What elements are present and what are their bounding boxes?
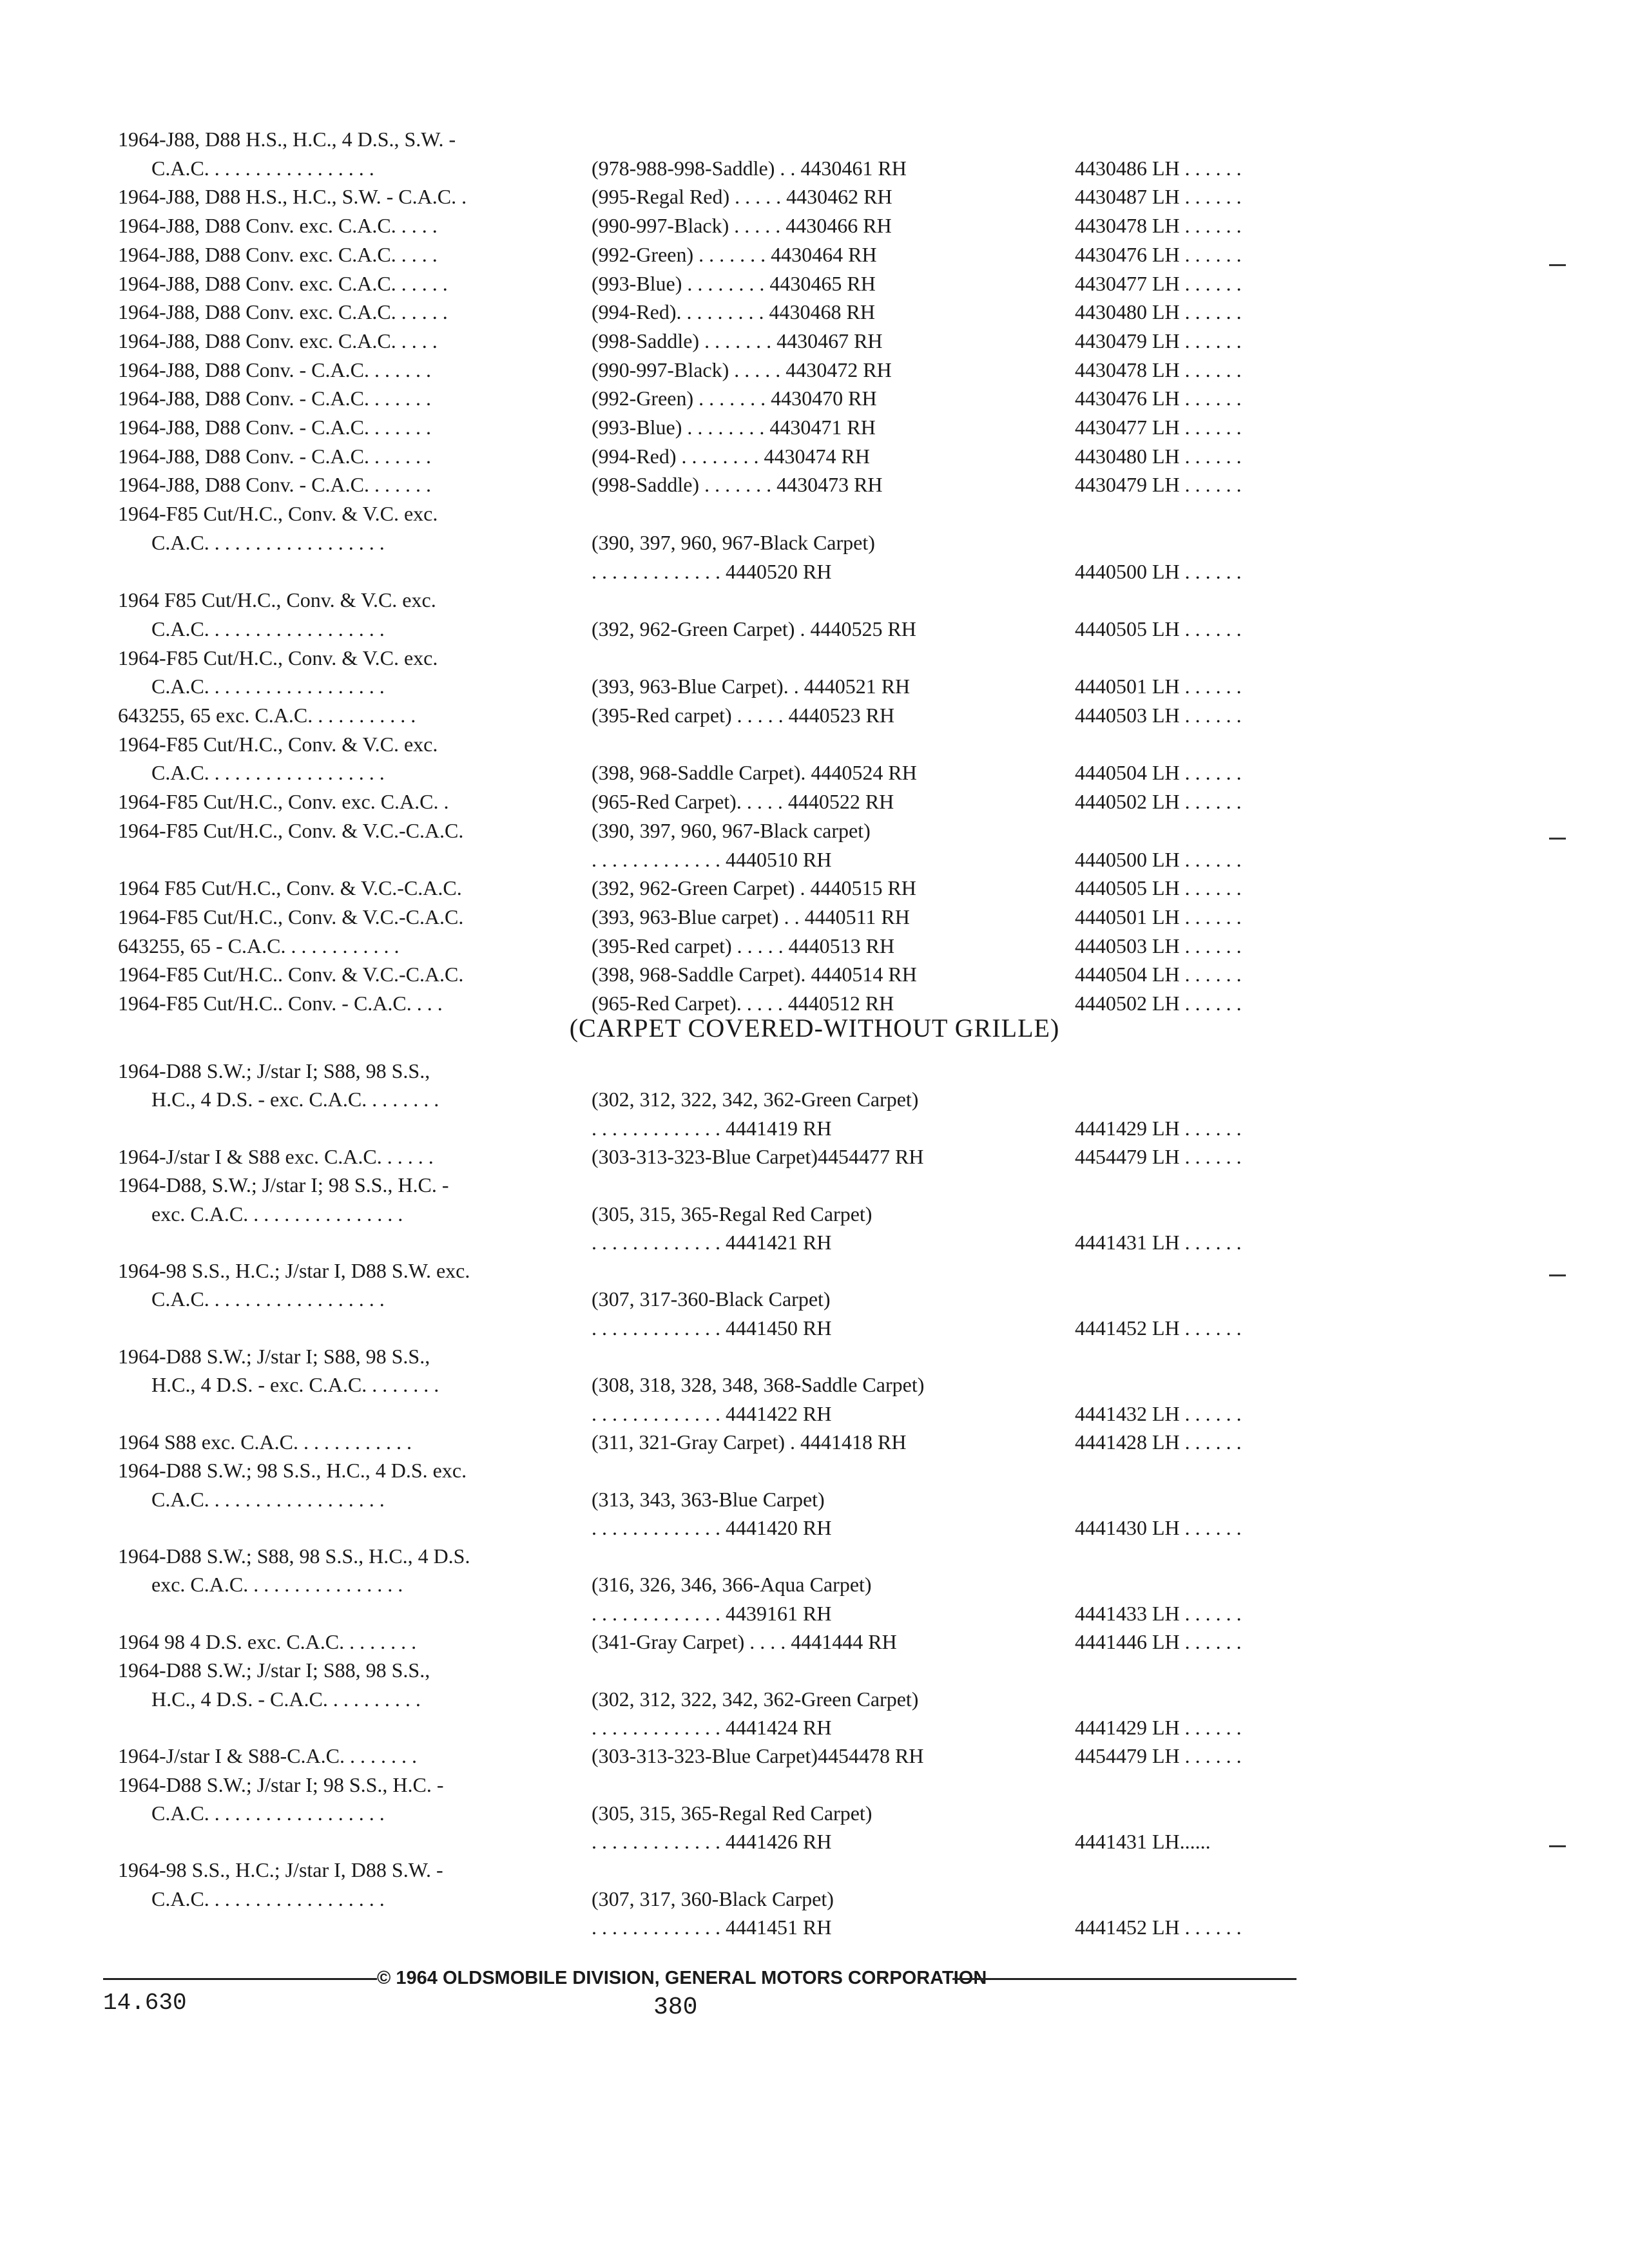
catalog-row	[0, 1256, 1629, 1285]
row-trim-and-rh-part: (302, 312, 322, 342, 362-Green Carpet)	[592, 1088, 919, 1111]
catalog-row	[0, 1228, 1629, 1256]
row-lh-part: 4441428 LH . . . . . .	[1075, 1430, 1242, 1454]
row-lh-part: 4440503 LH . . . . . .	[1075, 934, 1242, 957]
row-trim-and-rh-part: (392, 962-Green Carpet) . 4440525 RH	[592, 617, 916, 640]
row-application: 1964-J88, D88 Conv. - C.A.C. . . . . . .	[118, 358, 431, 381]
catalog-row	[0, 154, 1629, 182]
row-application: C.A.C. . . . . . . . . . . . . . . . . .	[151, 530, 385, 554]
row-trim-and-rh-part: (303-313-323-Blue Carpet)4454478 RH	[592, 1744, 924, 1768]
row-trim-and-rh-part: . . . . . . . . . . . . . 4441422 RH	[592, 1401, 832, 1425]
catalog-row	[0, 125, 1629, 153]
row-lh-part: 4440501 LH . . . . . .	[1075, 675, 1242, 698]
row-application: 1964-F85 Cut/H.C., Conv. & V.C. exc.	[118, 502, 438, 526]
row-trim-and-rh-part: (316, 326, 346, 366-Aqua Carpet)	[592, 1573, 872, 1597]
row-lh-part: 4454479 LH . . . . . .	[1075, 1744, 1242, 1768]
catalog-row	[0, 615, 1629, 643]
row-application: 1964-D88 S.W.; J/star I; S88, 98 S.S.,	[118, 1059, 430, 1082]
row-trim-and-rh-part: (992-Green) . . . . . . . 4430470 RH	[592, 387, 877, 410]
row-lh-part: 4430486 LH . . . . . .	[1075, 156, 1242, 180]
catalog-row	[0, 1514, 1629, 1542]
row-lh-part: 4440504 LH . . . . . .	[1075, 761, 1242, 785]
row-lh-part: 4441432 LH . . . . . .	[1075, 1401, 1242, 1425]
row-lh-part: 4430480 LH . . . . . .	[1075, 300, 1242, 324]
row-application: 1964-F85 Cut/H.C., Conv. & V.C.-C.A.C.	[118, 818, 464, 842]
catalog-row	[0, 269, 1629, 298]
row-lh-part: 4441431 LH......	[1075, 1830, 1211, 1854]
catalog-row	[0, 442, 1629, 470]
row-application: 1964-F85 Cut/H.C., Conv. & V.C.-C.A.C.	[118, 905, 464, 928]
row-application: 1964-D88, S.W.; J/star I; 98 S.S., H.C. -	[118, 1173, 449, 1197]
catalog-row	[0, 240, 1629, 269]
margin-tick	[1549, 264, 1566, 266]
catalog-row	[0, 1200, 1629, 1228]
catalog-row	[0, 1114, 1629, 1142]
catalog-row	[0, 730, 1629, 758]
row-application: C.A.C. . . . . . . . . . . . . . . . . .	[151, 675, 385, 698]
row-trim-and-rh-part: . . . . . . . . . . . . . 4439161 RH	[592, 1601, 832, 1625]
footer-rule-right	[952, 1978, 1296, 1980]
row-application: 1964-F85 Cut/H.C., Conv. exc. C.A.C. .	[118, 790, 449, 814]
row-trim-and-rh-part: . . . . . . . . . . . . . 4441424 RH	[592, 1715, 832, 1739]
row-trim-and-rh-part: (302, 312, 322, 342, 362-Green Carpet)	[592, 1687, 919, 1711]
row-application: 1964-J88, D88 H.S., H.C., S.W. - C.A.C. .	[118, 185, 467, 209]
catalog-row	[0, 903, 1629, 931]
row-application: 1964 F85 Cut/H.C., Conv. & V.C.-C.A.C.	[118, 876, 462, 900]
row-lh-part: 4440500 LH . . . . . .	[1075, 847, 1242, 871]
margin-tick	[1549, 838, 1566, 840]
row-application: C.A.C. . . . . . . . . . . . . . . . .	[151, 156, 374, 180]
row-application: 1964 98 4 D.S. exc. C.A.C. . . . . . . .	[118, 1630, 417, 1653]
row-lh-part: 4440503 LH . . . . . .	[1075, 704, 1242, 727]
row-trim-and-rh-part: (341-Gray Carpet) . . . . 4441444 RH	[592, 1630, 897, 1653]
row-application: 1964-98 S.S., H.C.; J/star I, D88 S.W. exc.	[118, 1259, 470, 1283]
document-number: 14.630	[103, 1990, 187, 2016]
row-trim-and-rh-part: (390, 397, 960, 967-Black Carpet)	[592, 530, 875, 554]
row-application: exc. C.A.C. . . . . . . . . . . . . . . .	[151, 1573, 403, 1597]
catalog-row	[0, 384, 1629, 412]
catalog-row	[0, 499, 1629, 528]
catalog-row	[0, 182, 1629, 211]
row-application: 1964-J88, D88 Conv. exc. C.A.C. . . . . .	[118, 300, 448, 324]
row-application: 1964-D88 S.W.; J/star I; S88, 98 S.S.,	[118, 1345, 430, 1368]
row-lh-part: 4441429 LH . . . . . .	[1075, 1715, 1242, 1739]
row-application: 1964-J88, D88 Conv. - C.A.C. . . . . . .	[118, 416, 431, 439]
catalog-row	[0, 557, 1629, 586]
catalog-row	[0, 701, 1629, 729]
row-lh-part: 4441430 LH . . . . . .	[1075, 1515, 1242, 1539]
catalog-row	[0, 787, 1629, 816]
row-application: 1964-J88, D88 Conv. - C.A.C. . . . . . .	[118, 444, 431, 468]
row-trim-and-rh-part: (395-Red carpet) . . . . . 4440513 RH	[592, 934, 895, 957]
row-trim-and-rh-part: (398, 968-Saddle Carpet). 4440514 RH	[592, 963, 917, 986]
catalog-row	[0, 1570, 1629, 1599]
row-trim-and-rh-part: (307, 317-360-Black Carpet)	[592, 1287, 831, 1311]
row-lh-part: 4441433 LH . . . . . .	[1075, 1601, 1242, 1625]
row-trim-and-rh-part: (313, 343, 363-Blue Carpet)	[592, 1487, 825, 1511]
row-application: C.A.C. . . . . . . . . . . . . . . . . .	[151, 761, 385, 785]
catalog-row	[0, 1656, 1629, 1684]
catalog-row	[0, 1428, 1629, 1456]
row-application: 1964-J88, D88 Conv. exc. C.A.C. . . . . .	[118, 271, 448, 295]
catalog-row	[0, 1799, 1629, 1827]
row-application: H.C., 4 D.S. - exc. C.A.C. . . . . . . .	[151, 1373, 439, 1397]
margin-tick	[1549, 1274, 1566, 1276]
catalog-row	[0, 874, 1629, 902]
row-lh-part: 4430477 LH . . . . . .	[1075, 416, 1242, 439]
catalog-row	[0, 1742, 1629, 1770]
row-application: C.A.C. . . . . . . . . . . . . . . . . .	[151, 617, 385, 640]
row-lh-part: 4440502 LH . . . . . .	[1075, 790, 1242, 814]
row-lh-part: 4440502 LH . . . . . .	[1075, 992, 1242, 1015]
row-lh-part: 4430479 LH . . . . . .	[1075, 329, 1242, 352]
catalog-row	[0, 413, 1629, 441]
row-trim-and-rh-part: (995-Regal Red) . . . . . 4430462 RH	[592, 185, 892, 209]
catalog-row	[0, 327, 1629, 355]
catalog-row	[0, 1142, 1629, 1171]
row-trim-and-rh-part: (998-Saddle) . . . . . . . 4430467 RH	[592, 329, 883, 352]
row-lh-part: 4454479 LH . . . . . .	[1075, 1144, 1242, 1168]
row-lh-part: 4430480 LH . . . . . .	[1075, 444, 1242, 468]
row-trim-and-rh-part: . . . . . . . . . . . . . 4440520 RH	[592, 559, 832, 583]
catalog-row	[0, 1057, 1629, 1085]
row-application: 1964 S88 exc. C.A.C. . . . . . . . . . . .	[118, 1430, 412, 1454]
catalog-row	[0, 1856, 1629, 1884]
row-application: C.A.C. . . . . . . . . . . . . . . . . .	[151, 1801, 385, 1825]
row-lh-part: 4430476 LH . . . . . .	[1075, 242, 1242, 266]
row-lh-part: 4440501 LH . . . . . .	[1075, 905, 1242, 928]
row-lh-part: 4441452 LH . . . . . .	[1075, 1916, 1242, 1939]
row-application: H.C., 4 D.S. - C.A.C. . . . . . . . . .	[151, 1687, 421, 1711]
catalog-row	[0, 758, 1629, 787]
catalog-row	[0, 644, 1629, 672]
row-lh-part: 4430478 LH . . . . . .	[1075, 358, 1242, 381]
row-lh-part: 4430477 LH . . . . . .	[1075, 271, 1242, 295]
row-lh-part: 4430479 LH . . . . . .	[1075, 473, 1242, 497]
row-trim-and-rh-part: (303-313-323-Blue Carpet)4454477 RH	[592, 1144, 924, 1168]
catalog-row	[0, 1171, 1629, 1199]
row-trim-and-rh-part: (994-Red) . . . . . . . . 4430474 RH	[592, 444, 870, 468]
row-trim-and-rh-part: (392, 962-Green Carpet) . 4440515 RH	[592, 876, 916, 900]
row-trim-and-rh-part: (390, 397, 960, 967-Black carpet)	[592, 818, 871, 842]
row-trim-and-rh-part: . . . . . . . . . . . . . 4441450 RH	[592, 1316, 832, 1340]
row-trim-and-rh-part: (994-Red). . . . . . . . . 4430468 RH	[592, 300, 875, 324]
row-trim-and-rh-part: . . . . . . . . . . . . . 4441421 RH	[592, 1230, 832, 1254]
catalog-row	[0, 1628, 1629, 1656]
row-trim-and-rh-part: . . . . . . . . . . . . . 4440510 RH	[592, 847, 832, 871]
catalog-row	[0, 1456, 1629, 1485]
row-application: C.A.C. . . . . . . . . . . . . . . . . .	[151, 1287, 385, 1311]
row-application: 1964-D88 S.W.; 98 S.S., H.C., 4 D.S. exc.	[118, 1459, 467, 1483]
page-number: 380	[653, 1994, 698, 2021]
footer-rule-left	[103, 1978, 377, 1980]
row-trim-and-rh-part: . . . . . . . . . . . . . 4441419 RH	[592, 1116, 832, 1140]
catalog-row	[0, 298, 1629, 326]
row-lh-part: 4441452 LH . . . . . .	[1075, 1316, 1242, 1340]
catalog-row	[0, 470, 1629, 499]
row-application: 1964-J88, D88 Conv. exc. C.A.C. . . . .	[118, 242, 438, 266]
row-application: 1964-D88 S.W.; J/star I; S88, 98 S.S.,	[118, 1658, 430, 1682]
row-trim-and-rh-part: (307, 317, 360-Black Carpet)	[592, 1887, 834, 1910]
row-trim-and-rh-part: (990-997-Black) . . . . . 4430466 RH	[592, 214, 892, 238]
catalog-row	[0, 211, 1629, 240]
row-lh-part: 4440505 LH . . . . . .	[1075, 617, 1242, 640]
row-trim-and-rh-part: (965-Red Carpet). . . . . 4440512 RH	[592, 992, 894, 1015]
catalog-row	[0, 528, 1629, 557]
row-application: 1964-F85 Cut/H.C., Conv. & V.C. exc.	[118, 732, 438, 756]
catalog-row	[0, 356, 1629, 384]
catalog-row	[0, 1370, 1629, 1399]
row-trim-and-rh-part: (965-Red Carpet). . . . . 4440522 RH	[592, 790, 894, 814]
catalog-row	[0, 1885, 1629, 1913]
catalog-row	[0, 1685, 1629, 1713]
row-trim-and-rh-part: . . . . . . . . . . . . . 4441451 RH	[592, 1916, 832, 1939]
row-trim-and-rh-part: (393, 963-Blue carpet) . . 4440511 RH	[592, 905, 910, 928]
catalog-row	[0, 1827, 1629, 1856]
catalog-row	[0, 1085, 1629, 1113]
catalog-row	[0, 1399, 1629, 1428]
catalog-row	[0, 1342, 1629, 1370]
row-application: C.A.C. . . . . . . . . . . . . . . . . .	[151, 1487, 385, 1511]
row-lh-part: 4430487 LH . . . . . .	[1075, 185, 1242, 209]
row-application: 1964-D88 S.W.; J/star I; 98 S.S., H.C. -	[118, 1773, 444, 1796]
row-lh-part: 4441431 LH . . . . . .	[1075, 1230, 1242, 1254]
row-lh-part: 4440504 LH . . . . . .	[1075, 963, 1242, 986]
row-lh-part: 4440500 LH . . . . . .	[1075, 559, 1242, 583]
row-trim-and-rh-part: (311, 321-Gray Carpet) . 4441418 RH	[592, 1430, 907, 1454]
catalog-row	[0, 816, 1629, 845]
row-trim-and-rh-part: (998-Saddle) . . . . . . . 4430473 RH	[592, 473, 883, 497]
row-lh-part: 4430478 LH . . . . . .	[1075, 214, 1242, 238]
row-application: 1964-J88, D88 Conv. exc. C.A.C. . . . .	[118, 329, 438, 352]
margin-tick	[1549, 1845, 1566, 1847]
catalog-row	[0, 1285, 1629, 1313]
row-trim-and-rh-part: (393, 963-Blue Carpet). . 4440521 RH	[592, 675, 911, 698]
row-application: 1964-J/star I & S88-C.A.C. . . . . . . .	[118, 1744, 417, 1768]
row-trim-and-rh-part: (305, 315, 365-Regal Red Carpet)	[592, 1801, 872, 1825]
catalog-row	[0, 960, 1629, 988]
row-trim-and-rh-part: (398, 968-Saddle Carpet). 4440524 RH	[592, 761, 917, 785]
row-application: C.A.C. . . . . . . . . . . . . . . . . .	[151, 1887, 385, 1910]
catalog-row	[0, 932, 1629, 960]
row-trim-and-rh-part: (993-Blue) . . . . . . . . 4430471 RH	[592, 416, 876, 439]
row-lh-part: 4430476 LH . . . . . .	[1075, 387, 1242, 410]
row-trim-and-rh-part: (993-Blue) . . . . . . . . 4430465 RH	[592, 271, 876, 295]
row-application: 1964-F85 Cut/H.C., Conv. & V.C. exc.	[118, 646, 438, 669]
row-trim-and-rh-part: (992-Green) . . . . . . . 4430464 RH	[592, 242, 877, 266]
row-application: 1964-98 S.S., H.C.; J/star I, D88 S.W. -	[118, 1858, 443, 1882]
section-heading: (CARPET COVERED-WITHOUT GRILLE)	[569, 1014, 1060, 1043]
catalog-row	[0, 845, 1629, 874]
row-trim-and-rh-part: . . . . . . . . . . . . . 4441420 RH	[592, 1515, 832, 1539]
catalog-row	[0, 672, 1629, 700]
catalog-row	[0, 1771, 1629, 1799]
row-trim-and-rh-part: (395-Red carpet) . . . . . 4440523 RH	[592, 704, 895, 727]
row-lh-part: 4441446 LH . . . . . .	[1075, 1630, 1242, 1653]
row-application: 1964-F85 Cut/H.C.. Conv. & V.C.-C.A.C.	[118, 963, 464, 986]
row-trim-and-rh-part: (990-997-Black) . . . . . 4430472 RH	[592, 358, 892, 381]
catalog-row	[0, 1913, 1629, 1941]
row-application: 1964-J88, D88 H.S., H.C., 4 D.S., S.W. -	[118, 128, 456, 151]
catalog-row	[0, 1485, 1629, 1514]
row-application: 1964-J88, D88 Conv. exc. C.A.C. . . . .	[118, 214, 438, 238]
row-trim-and-rh-part: (978-988-998-Saddle) . . 4430461 RH	[592, 156, 907, 180]
row-application: H.C., 4 D.S. - exc. C.A.C. . . . . . . .	[151, 1088, 439, 1111]
row-application: 1964-D88 S.W.; S88, 98 S.S., H.C., 4 D.S.	[118, 1544, 470, 1568]
catalog-row	[0, 1314, 1629, 1342]
row-application: 1964-J/star I & S88 exc. C.A.C. . . . . .	[118, 1144, 434, 1168]
row-trim-and-rh-part: (305, 315, 365-Regal Red Carpet)	[592, 1202, 872, 1225]
row-application: 1964-F85 Cut/H.C.. Conv. - C.A.C. . . .	[118, 992, 443, 1015]
row-lh-part: 4440505 LH . . . . . .	[1075, 876, 1242, 900]
catalog-row	[0, 1713, 1629, 1742]
row-application: 1964-J88, D88 Conv. - C.A.C. . . . . . .	[118, 387, 431, 410]
row-application: exc. C.A.C. . . . . . . . . . . . . . . .	[151, 1202, 403, 1225]
catalog-row	[0, 586, 1629, 614]
copyright-notice: © 1964 OLDSMOBILE DIVISION, GENERAL MOTORS CORPORATION	[377, 1968, 987, 1988]
row-application: 643255, 65 - C.A.C. . . . . . . . . . . .	[118, 934, 400, 957]
row-application: 1964 F85 Cut/H.C., Conv. & V.C. exc.	[118, 588, 436, 612]
catalog-row	[0, 1599, 1629, 1628]
catalog-row	[0, 1542, 1629, 1570]
row-trim-and-rh-part: (308, 318, 328, 348, 368-Saddle Carpet)	[592, 1373, 925, 1397]
row-application: 643255, 65 exc. C.A.C. . . . . . . . . . .	[118, 704, 416, 727]
row-lh-part: 4441429 LH . . . . . .	[1075, 1116, 1242, 1140]
row-application: 1964-J88, D88 Conv. - C.A.C. . . . . . .	[118, 473, 431, 497]
row-trim-and-rh-part: . . . . . . . . . . . . . 4441426 RH	[592, 1830, 832, 1854]
